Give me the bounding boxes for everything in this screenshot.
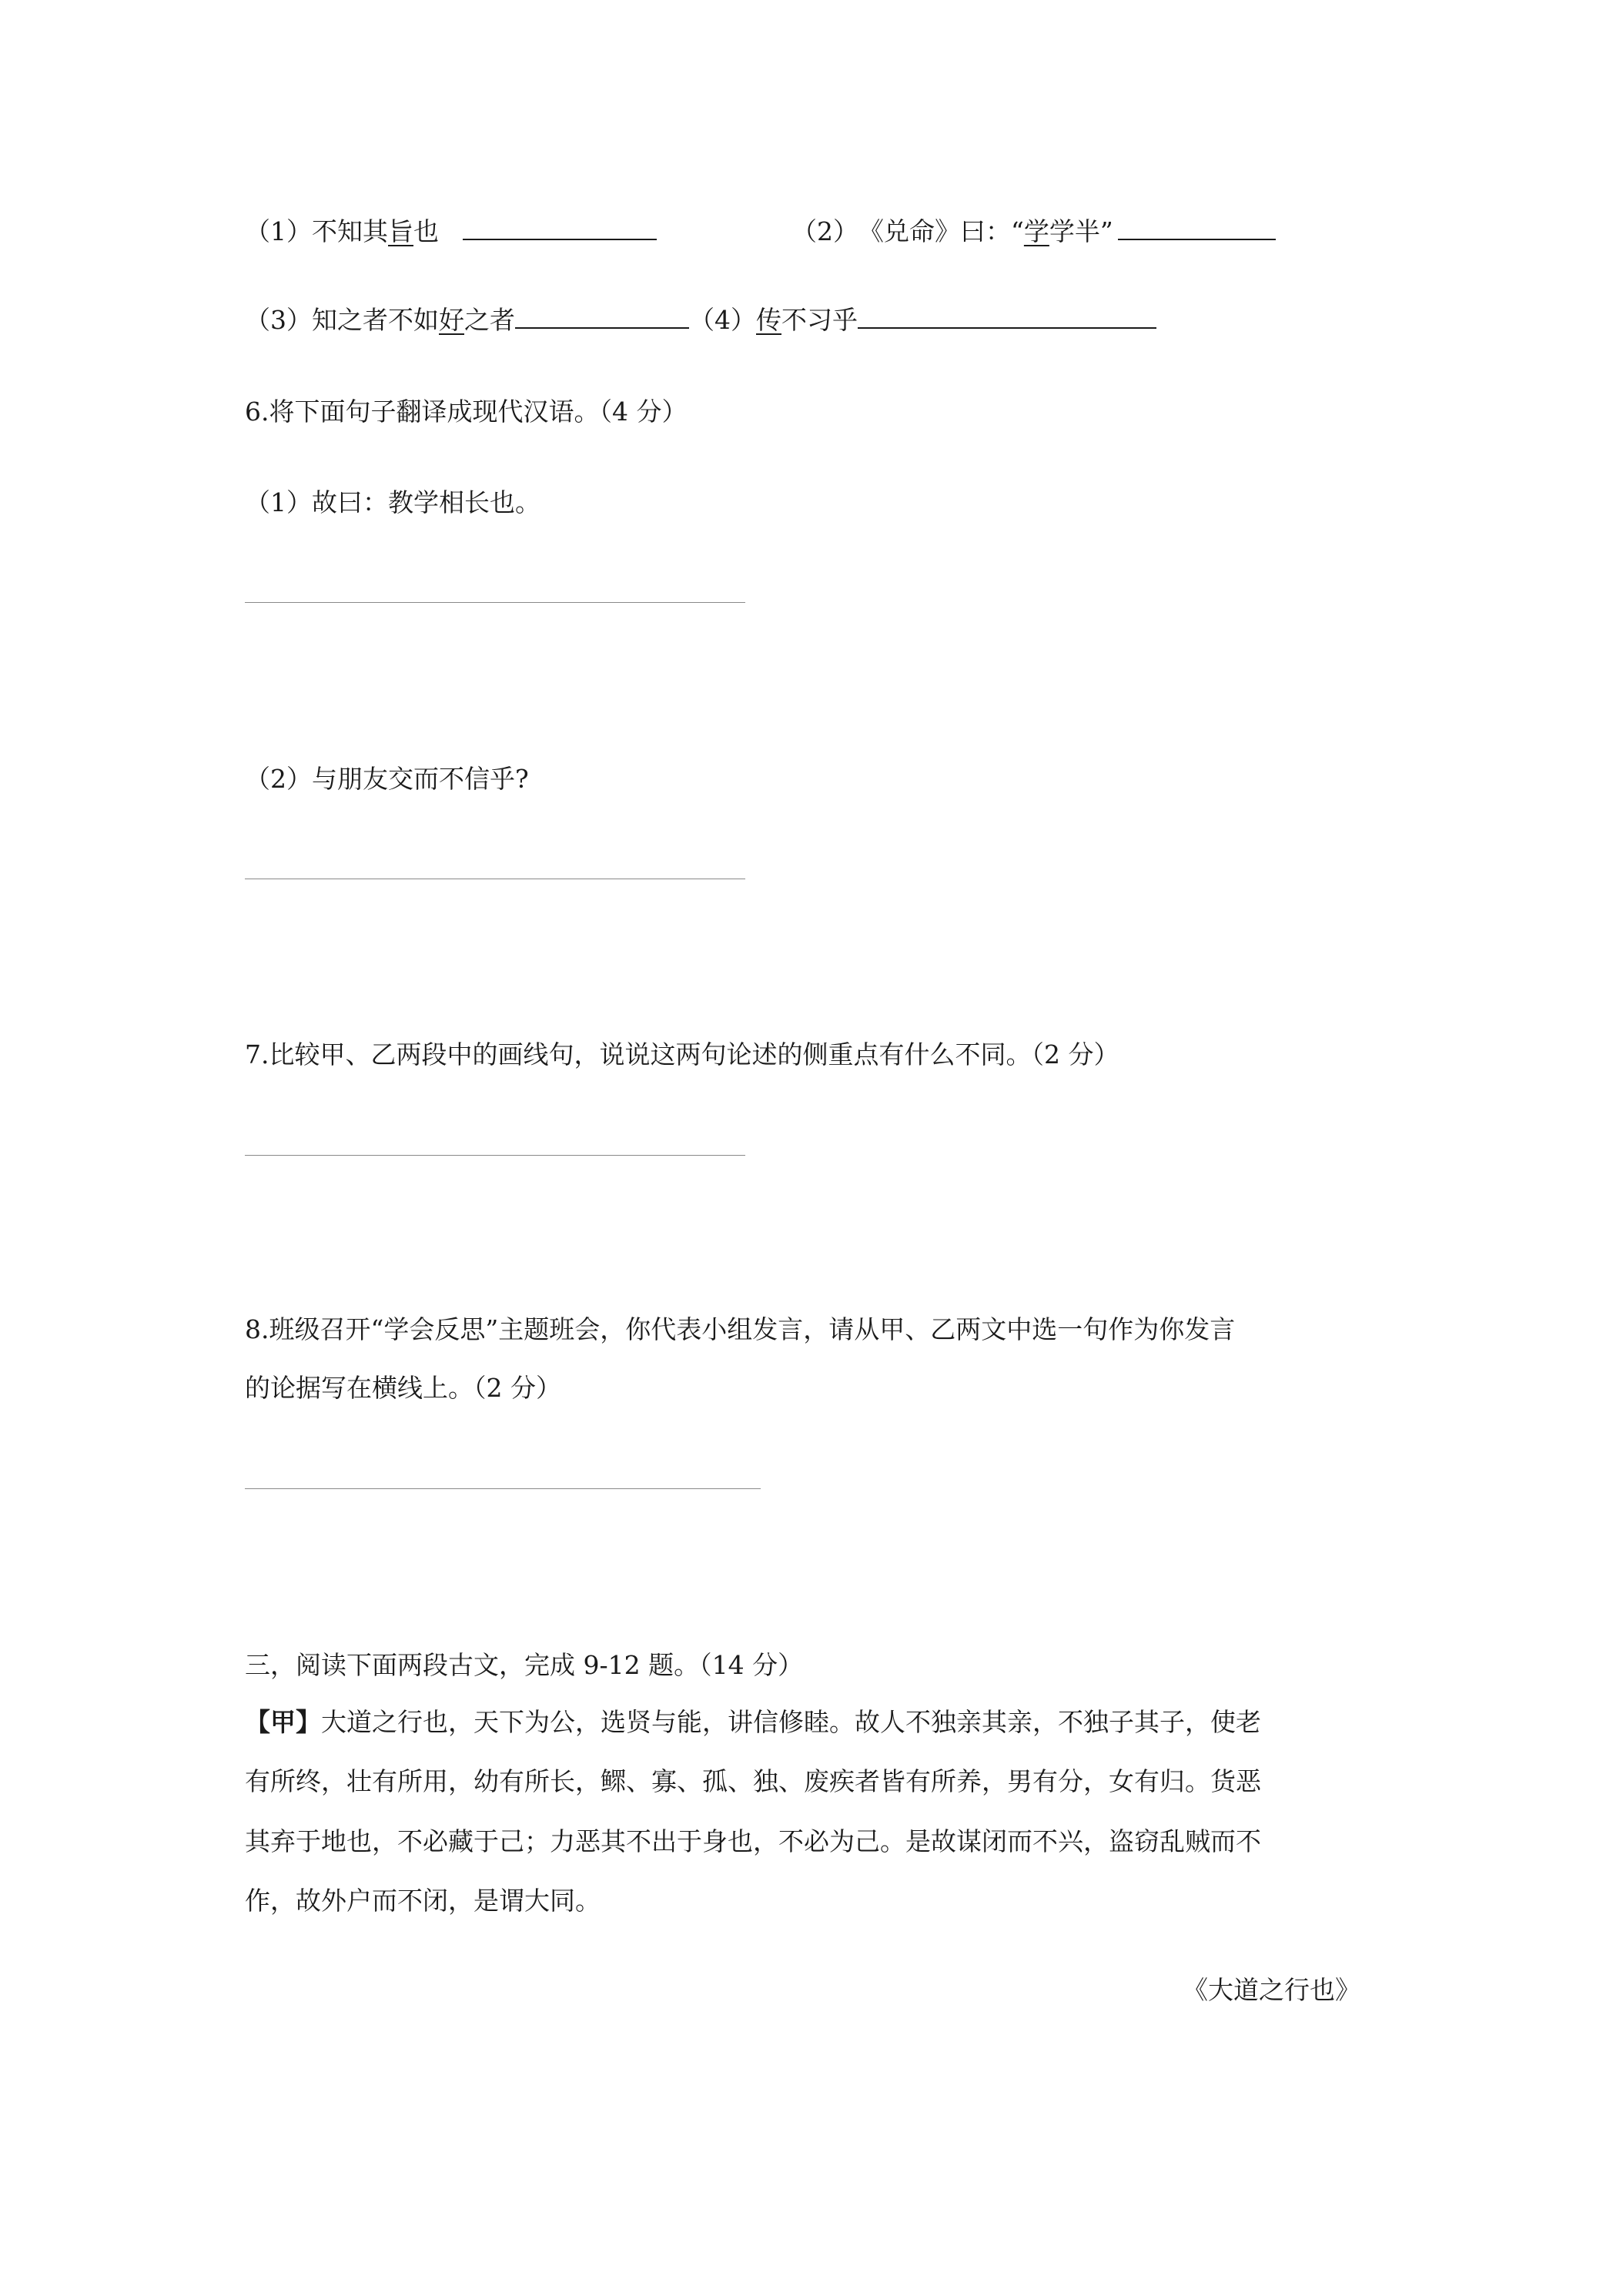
item-text: 不习乎 (781, 305, 858, 335)
passage-jia-line-4: 作，故外户而不闭，是谓大同。 (245, 1886, 601, 1916)
q8-prompt-line-1: 8.班级召开“学会反思”主题班会，你代表小组发言，请从甲、乙两文中选一句作为你发言 (245, 1314, 1236, 1344)
answer-blank[interactable] (463, 216, 657, 240)
item-text: 知之者不如 (312, 305, 439, 335)
q6-sentence-1: （1）故曰：教学相长也。 (245, 487, 540, 517)
underlined-word: 好 (439, 305, 464, 335)
q7-prompt: 7.比较甲、乙两段中的画线句，说说这两句论述的侧重点有什么不同。（2 分） (245, 1039, 1119, 1069)
answer-blank[interactable] (515, 304, 689, 329)
item-text: 《兑命》曰：“ (858, 216, 1024, 246)
underlined-word: 学 (1023, 216, 1049, 246)
item-text: 之者 (464, 305, 515, 335)
passage-source: 《大道之行也》 (1183, 1975, 1360, 2005)
answer-line-q8[interactable] (245, 1488, 761, 1489)
item-number: （1） (245, 216, 312, 246)
item-text: 学半” (1049, 216, 1113, 246)
q6-sentence-2: （2）与朋友交而不信乎? (245, 764, 529, 794)
passage-jia-line-2: 有所终，壮有所用，幼有所长，鳏、寡、孤、独、废疾者皆有所养，男有分，女有归。货恶 (245, 1766, 1261, 1796)
underlined-word: 传 (756, 305, 781, 335)
passage-label: 【甲】 (245, 1707, 321, 1737)
answer-line-q7[interactable] (245, 1155, 745, 1156)
section-3-heading: 三，阅读下面两段古文，完成 9-12 题。（14 分） (245, 1650, 804, 1680)
q5-item-1 (245, 216, 657, 247)
passage-text: 大道之行也，天下为公，选贤与能，讲信修睦。故人不独亲其亲，不独子其子，使老 (321, 1707, 1261, 1737)
item-text: 不知其 (312, 216, 388, 246)
answer-blank[interactable] (1118, 216, 1276, 240)
q6-prompt: 6.将下面句子翻译成现代汉语。（4 分） (245, 397, 688, 427)
q5-item-2 (791, 216, 1276, 247)
item-number: （2） (791, 216, 858, 246)
underlined-word: 旨 (388, 216, 413, 246)
item-number: （3） (245, 305, 312, 335)
q8-prompt-line-2: 的论据写在横线上。（2 分） (245, 1373, 561, 1403)
item-number: （4） (689, 305, 756, 335)
answer-line-q6-1[interactable] (245, 602, 745, 603)
item-text: 也 (413, 216, 439, 246)
passage-jia-line-3: 其弃于地也，不必藏于己；力恶其不出于身也，不必为己。是故谋闭而不兴，盗窃乱贼而不 (245, 1826, 1261, 1856)
q5-item-3 (245, 304, 1156, 336)
answer-blank[interactable] (858, 304, 1156, 329)
passage-jia-line-1 (245, 1707, 1261, 1738)
